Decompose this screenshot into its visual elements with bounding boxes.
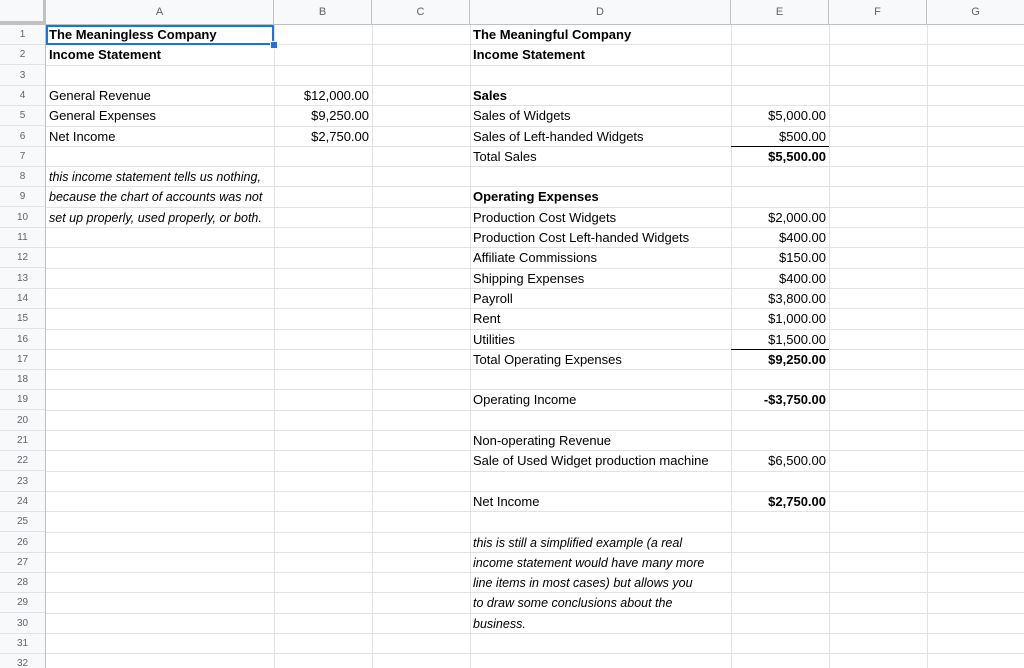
row-header[interactable]: 25 (0, 512, 45, 532)
cell-d4[interactable]: Sales (473, 87, 507, 103)
cell-a10[interactable]: set up properly, used properly, or both. (49, 210, 262, 225)
cell-d1[interactable]: The Meaningful Company (473, 27, 632, 42)
cell-a1[interactable]: The Meaningless Company (49, 27, 217, 42)
cell-e22[interactable]: $6,500.00 (768, 453, 826, 469)
cell-e19[interactable]: -$3,750.00 (763, 392, 826, 408)
cell-d17[interactable]: Total Operating Expenses (473, 351, 622, 367)
row-header[interactable]: 28 (0, 573, 45, 593)
gridline (46, 653, 1024, 654)
cell-d21[interactable]: Non-operating Revenue (473, 433, 612, 448)
row-header[interactable]: 31 (0, 634, 45, 654)
cell-e11[interactable]: $400.00 (779, 230, 826, 245)
row-header[interactable]: 27 (0, 553, 45, 573)
cell-d6[interactable]: Sales of Left-handed Widgets (473, 128, 644, 144)
column-header-b[interactable]: B (274, 0, 372, 24)
row-header[interactable]: 4 (0, 86, 45, 106)
cell-e24[interactable]: $2,750.00 (768, 493, 826, 509)
cell-grid[interactable] (46, 25, 1024, 668)
column-header-e[interactable]: E (731, 0, 829, 24)
cell-d24[interactable]: Net Income (473, 493, 540, 509)
row-header[interactable]: 23 (0, 472, 45, 492)
row-header[interactable]: 16 (0, 330, 45, 350)
cell-e13[interactable]: $400.00 (779, 270, 826, 286)
cell-a8[interactable]: this income statement tells us nothing, (49, 170, 261, 185)
row-header[interactable]: 15 (0, 309, 45, 329)
row-header[interactable]: 10 (0, 208, 45, 228)
row-header[interactable]: 26 (0, 533, 45, 553)
cell-d12[interactable]: Affiliate Commissions (473, 250, 598, 266)
row-header[interactable]: 1 (0, 25, 45, 45)
select-all-corner[interactable] (0, 0, 46, 24)
cell-b6[interactable]: $2,750.00 (311, 128, 369, 144)
cell-d16[interactable]: Utilities (473, 331, 515, 347)
cell-d2[interactable]: Income Statement (473, 47, 585, 63)
row-header[interactable]: 21 (0, 431, 45, 451)
row-header[interactable]: 29 (0, 593, 45, 613)
row-header[interactable]: 19 (0, 390, 45, 410)
cell-d13[interactable]: Shipping Expenses (473, 270, 585, 286)
cell-d19[interactable]: Operating Income (473, 392, 577, 408)
cell-d22[interactable]: Sale of Used Widget production machine (473, 453, 709, 469)
cell-d15[interactable]: Rent (473, 311, 501, 327)
cell-d26[interactable]: this is still a simplified example (a real (473, 535, 683, 550)
active-cell-selection (46, 25, 274, 45)
row-header[interactable]: 18 (0, 370, 45, 390)
row-header[interactable]: 13 (0, 269, 45, 289)
row-header[interactable]: 7 (0, 147, 45, 167)
row-header[interactable]: 30 (0, 614, 45, 634)
column-header-row (0, 0, 1024, 25)
fill-handle[interactable] (270, 41, 278, 49)
row-header[interactable]: 3 (0, 66, 45, 86)
cell-d27[interactable]: income statement would have many more (473, 555, 705, 570)
cell-a2[interactable]: Income Statement (49, 47, 161, 63)
cell-d29[interactable]: to draw some conclusions about the (473, 596, 673, 611)
column-header-f[interactable]: F (829, 0, 927, 24)
cell-e15[interactable]: $1,000.00 (768, 311, 826, 327)
row-header[interactable]: 14 (0, 289, 45, 309)
cell-a9[interactable]: because the chart of accounts was not (49, 190, 263, 205)
cell-e16[interactable]: $1,500.00 (768, 331, 826, 347)
column-header-d[interactable]: D (470, 0, 731, 24)
cell-b4[interactable]: $12,000.00 (303, 87, 369, 103)
column-header-a[interactable]: A (46, 0, 274, 24)
row-header[interactable]: 24 (0, 492, 45, 512)
cell-d7[interactable]: Total Sales (473, 148, 537, 164)
cell-e17[interactable]: $9,250.00 (731, 349, 829, 369)
row-header[interactable]: 17 (0, 350, 45, 370)
cell-a5[interactable]: General Expenses (49, 108, 156, 124)
row-header[interactable]: 11 (0, 228, 45, 248)
cell-e7[interactable]: $5,500.00 (731, 146, 829, 166)
cell-e12[interactable]: $150.00 (779, 250, 826, 266)
row-header[interactable]: 2 (0, 45, 45, 65)
cell-d10[interactable]: Production Cost Widgets (473, 209, 617, 225)
cell-d14[interactable]: Payroll (473, 290, 513, 306)
row-header[interactable]: 20 (0, 411, 45, 431)
row-header[interactable]: 6 (0, 127, 45, 147)
cell-d5[interactable]: Sales of Widgets (473, 108, 571, 124)
cell-a6[interactable]: Net Income (49, 128, 116, 144)
cell-d9[interactable]: Operating Expenses (473, 189, 599, 205)
row-header[interactable]: 9 (0, 187, 45, 207)
row-header[interactable]: 5 (0, 106, 45, 126)
row-header[interactable]: 8 (0, 167, 45, 187)
cell-d30[interactable]: business. (473, 616, 526, 631)
row-header-column (0, 25, 46, 668)
cell-d28[interactable]: line items in most cases) but allows you (473, 576, 693, 591)
cell-e5[interactable]: $5,000.00 (768, 108, 826, 124)
cell-a4[interactable]: General Revenue (49, 87, 151, 103)
column-header-g[interactable]: G (971, 6, 980, 18)
row-header[interactable]: 22 (0, 451, 45, 471)
cell-e10[interactable]: $2,000.00 (768, 209, 826, 225)
cell-e6[interactable]: $500.00 (779, 128, 826, 144)
cell-e14[interactable]: $3,800.00 (768, 290, 826, 306)
row-header[interactable]: 32 (0, 654, 45, 668)
row-header[interactable]: 12 (0, 248, 45, 268)
cell-b5[interactable]: $9,250.00 (311, 108, 369, 124)
cell-d11[interactable]: Production Cost Left-handed Widgets (473, 230, 690, 245)
column-header-c[interactable]: C (372, 0, 470, 24)
